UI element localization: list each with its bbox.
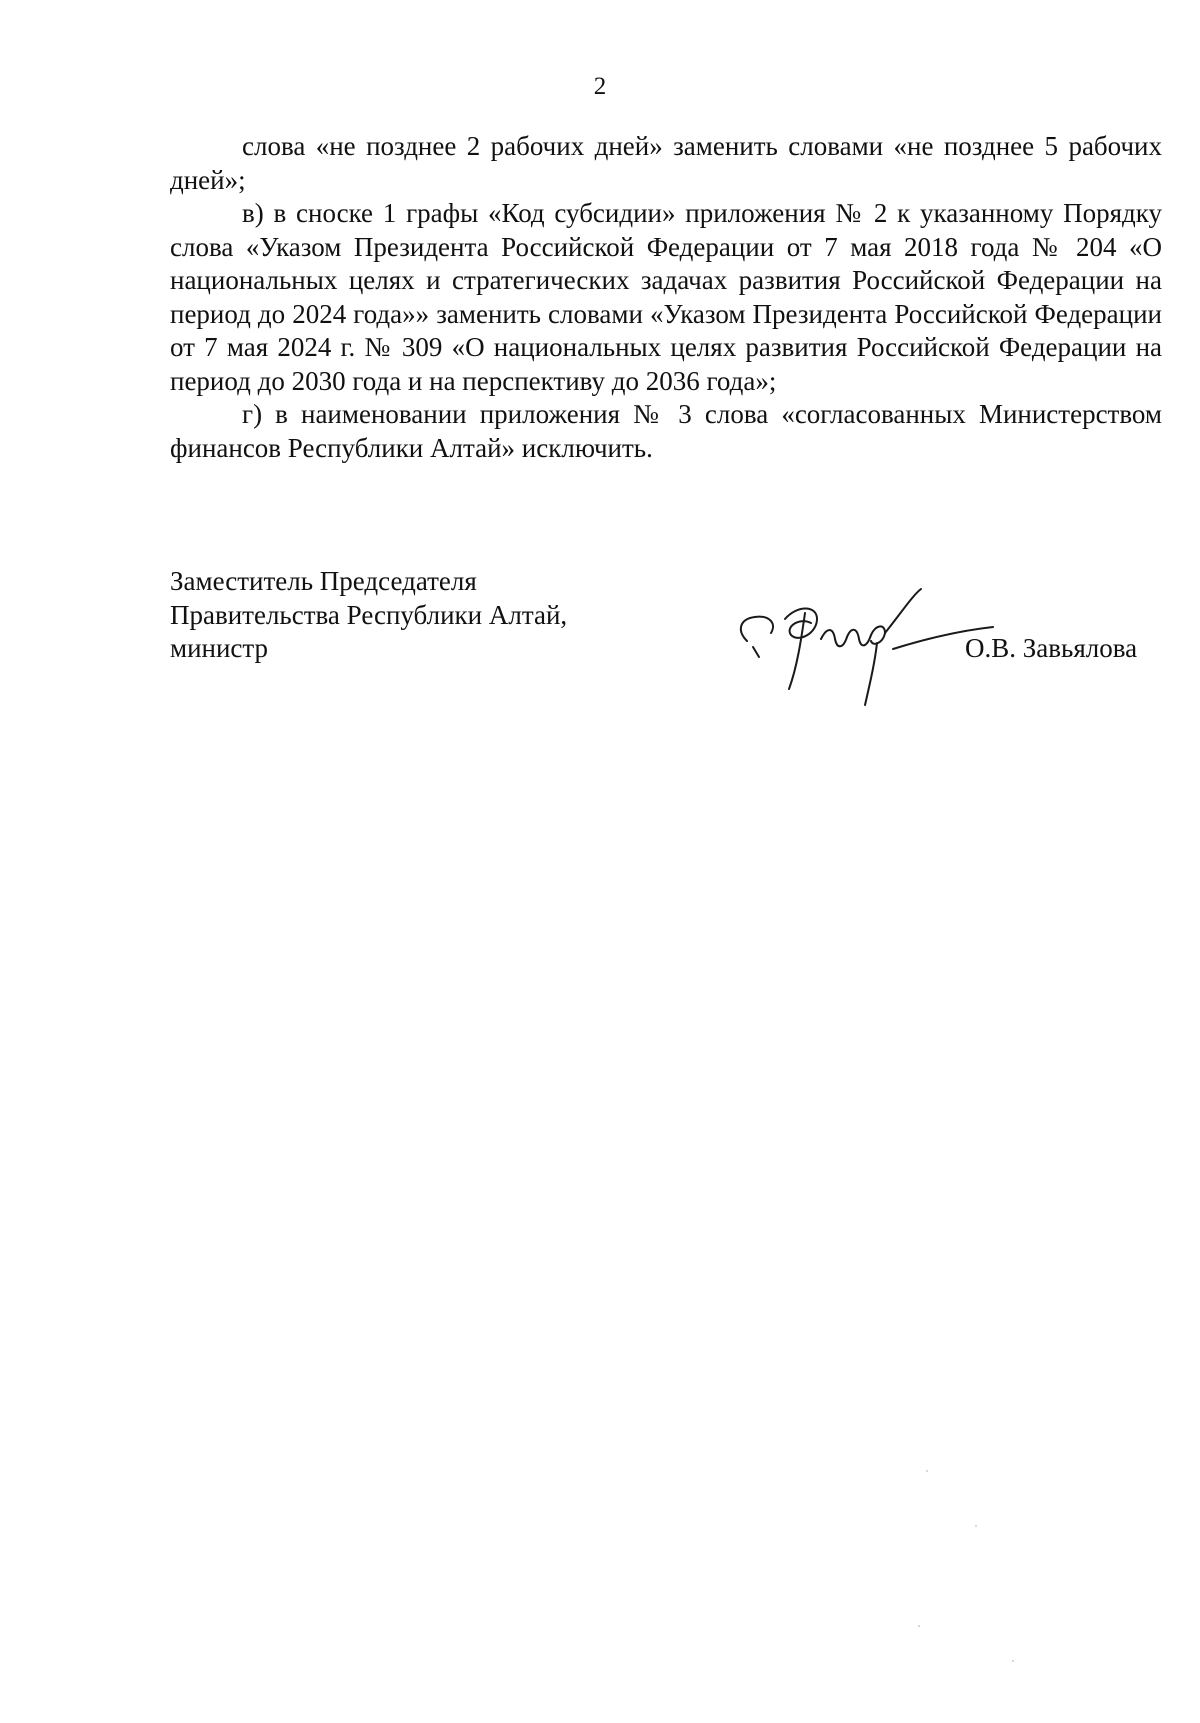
signatory-title-line-2: Правительства Республики Алтай, — [170, 599, 568, 630]
signatory-name: О.В. Завьялова — [965, 633, 1138, 663]
signatory-title-line-3: министр — [170, 633, 269, 663]
scan-speck — [1012, 1660, 1014, 1662]
signatory-title-line-1: Заместитель Председателя — [170, 566, 477, 596]
paragraph-3: г) в наименовании приложения № 3 слова «согласованных Министерством финансов Республики Алтай» исключить. — [170, 399, 1162, 463]
signatory-title — [170, 565, 567, 666]
scan-speck — [918, 1625, 920, 1627]
scan-speck — [975, 1525, 977, 1527]
scan-speck — [926, 1470, 928, 1472]
paragraph-1: слова «не позднее 2 рабочих дней» заменить словами «не позднее 5 рабочих дней»; — [170, 131, 1162, 195]
paragraph-2: в) в сноске 1 графы «Код субсидии» приложения № 2 к указанному Порядку слова «Указом Президента Российской Федерации от 7 мая 2018 года № 204 «О национальных целях и стратегических задачах развития Российской Федерации на период до 2024 года»» заменить словами «Указом Президента Российской Федерации от 7 мая 2024 г. № 309 «О национальных целях развития Российской Федерации на период до 2030 года и на перспективу до 2036 года»; — [170, 198, 1162, 396]
page-number: 2 — [593, 73, 607, 100]
document-body — [170, 130, 1162, 465]
signature-block — [170, 565, 1162, 685]
